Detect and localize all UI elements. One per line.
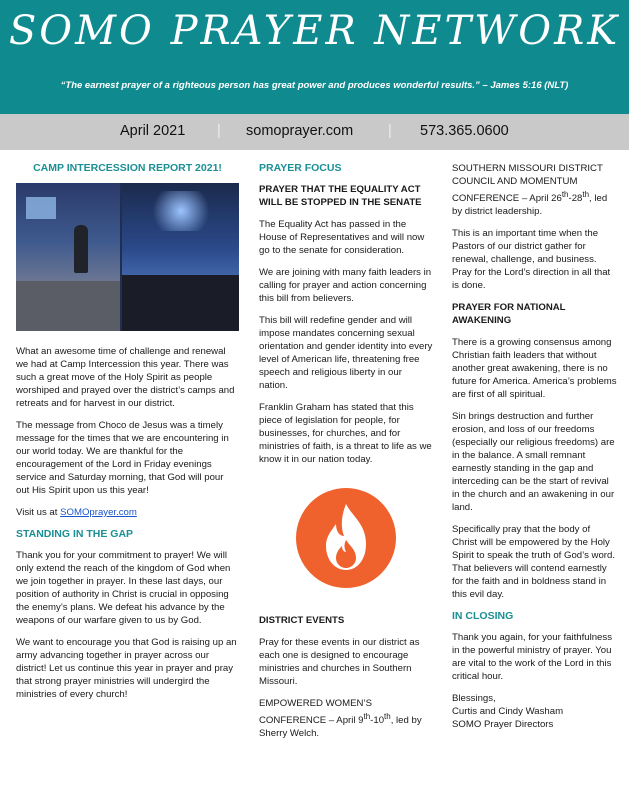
events-paragraph: Pray for these events in our district as each one is designed to encourage ministries and churches in Southern Missouri. <box>259 637 420 687</box>
camp-paragraph-2: The message from Choco de Jesus was a timely message for the times that we are encountering in our world today. We are thankful for the encouragement of the Lord in Friday evenings service and Saturday morning, that God will pour out His Spirit upon us this year! <box>16 420 229 496</box>
phone-number: 573.365.0600 <box>420 123 509 139</box>
district-events-subheading: DISTRICT EVENTS <box>259 615 345 626</box>
camp-paragraph-1: What an awesome time of challenge and renewal we had at Camp Intercession this year. There was such a great move of the Holy Spirit as people worshiped and prayed over the district’s camps and retreats and for harvest in our district. <box>16 346 235 409</box>
info-bar <box>0 114 629 150</box>
gap-paragraph-1: Thank you for your commitment to prayer! We will only extend the reach of the kingdom of God when we join together in prayer. In these last days, our position of authority in Christ is crucial in opposing the enemy’s plans. We defeat his advance by the weapons of our warfare given to us by God. <box>16 550 231 626</box>
prayer-focus-heading: PRAYER FOCUS <box>259 162 342 174</box>
district-council-event: SOUTHERN MISSOURI DISTRICT COUNCIL AND MOMENTUM CONFERENCE – April 26th-28th, led by district leadership. <box>452 163 608 218</box>
scripture-quote: “The earnest prayer of a righteous person has great power and produces wonderful results.” – James 5:16 (NLT) <box>60 80 569 91</box>
column-left <box>16 162 239 710</box>
flame-graphic <box>259 488 433 592</box>
national-awakening-subheading: PRAYER FOR NATIONAL AWAKENING <box>452 302 566 327</box>
masthead <box>0 0 629 114</box>
visit-line: Visit us at SOMOprayer.com <box>16 507 137 518</box>
awakening-paragraph-2: Sin brings destruction and further erosion, and loss of our freedoms (especially our religious freedoms) are in the balance. A small remnant earnestly standing in the gap and interceding can be the start of revival in the church and an awakening in our land. <box>452 411 615 514</box>
standing-in-gap-heading: STANDING IN THE GAP <box>16 528 134 540</box>
flame-icon <box>318 502 374 574</box>
focus-paragraph-2: We are joining with many faith leaders in calling for prayer and action concerning this bill from believers. <box>259 267 432 304</box>
separator: | <box>388 123 392 139</box>
awakening-paragraph-3: Specifically pray that the body of Christ will be empowered by the Holy Spirit to speak the truth of God’s word. That believers will contend earnestly for the faith and in boldness stand in this evil day. <box>452 524 615 601</box>
camp-photo <box>16 183 239 331</box>
column-middle <box>259 162 433 749</box>
equality-act-subheading: PRAYER THAT THE EQUALITY ACT WILL BE STOPPED IN THE SENATE <box>259 184 422 208</box>
newsletter-title: SOMO PRAYER NETWORK <box>8 8 621 54</box>
separator: | <box>217 123 221 139</box>
gap-paragraph-2: We want to encourage you that God is raising up an army advancing together in prayer across our district! Let us continue this year in prayer and pray that strong prayer ministries will undergird the ministries of every church! <box>16 637 237 700</box>
closing-paragraph: Thank you again, for your faithfulness in the powerful ministry of prayer. You are vital to the work of the Lord in this critical hour. <box>452 632 612 683</box>
focus-paragraph-4: Franklin Graham has stated that this piece of legislation for people, for businesses, for churches, and for ministries of faith, is a threat to life as we know it in our nation today. <box>259 402 432 465</box>
awakening-paragraph-1: There is a growing consensus among Christian faith leaders that without another great awakening, there is no future for America. America’s problems are first of all spiritual. <box>452 337 617 401</box>
focus-paragraph-1: The Equality Act has passed in the House of Representatives and will now go to the senate for consideration. <box>259 219 425 256</box>
womens-conference: EMPOWERED WOMEN’S CONFERENCE – April 9th-10th, led by Sherry Welch. <box>259 698 422 740</box>
camp-intercession-heading: CAMP INTERCESSION REPORT 2021! <box>33 162 222 174</box>
website-link[interactable]: SOMOprayer.com <box>60 507 137 518</box>
column-right <box>452 162 617 731</box>
issue-date: April 2021 <box>120 123 186 139</box>
website-text[interactable]: somoprayer.com <box>246 123 354 139</box>
in-closing-heading: IN CLOSING <box>452 610 514 623</box>
signature: Blessings, Curtis and Cindy Washam SOMO Prayer Directors <box>452 693 564 731</box>
focus-paragraph-3: This bill will redefine gender and will impose mandates concerning sexual orientation and gender identity into every level of American life, threatening free speech and religious liberty in our nation. <box>259 315 433 391</box>
council-paragraph: This is an important time when the Pastors of our district gather for renewal, challenge, and business. Pray for the Lord’s direction in all that is done. <box>452 228 611 292</box>
flame-circle <box>296 488 396 588</box>
